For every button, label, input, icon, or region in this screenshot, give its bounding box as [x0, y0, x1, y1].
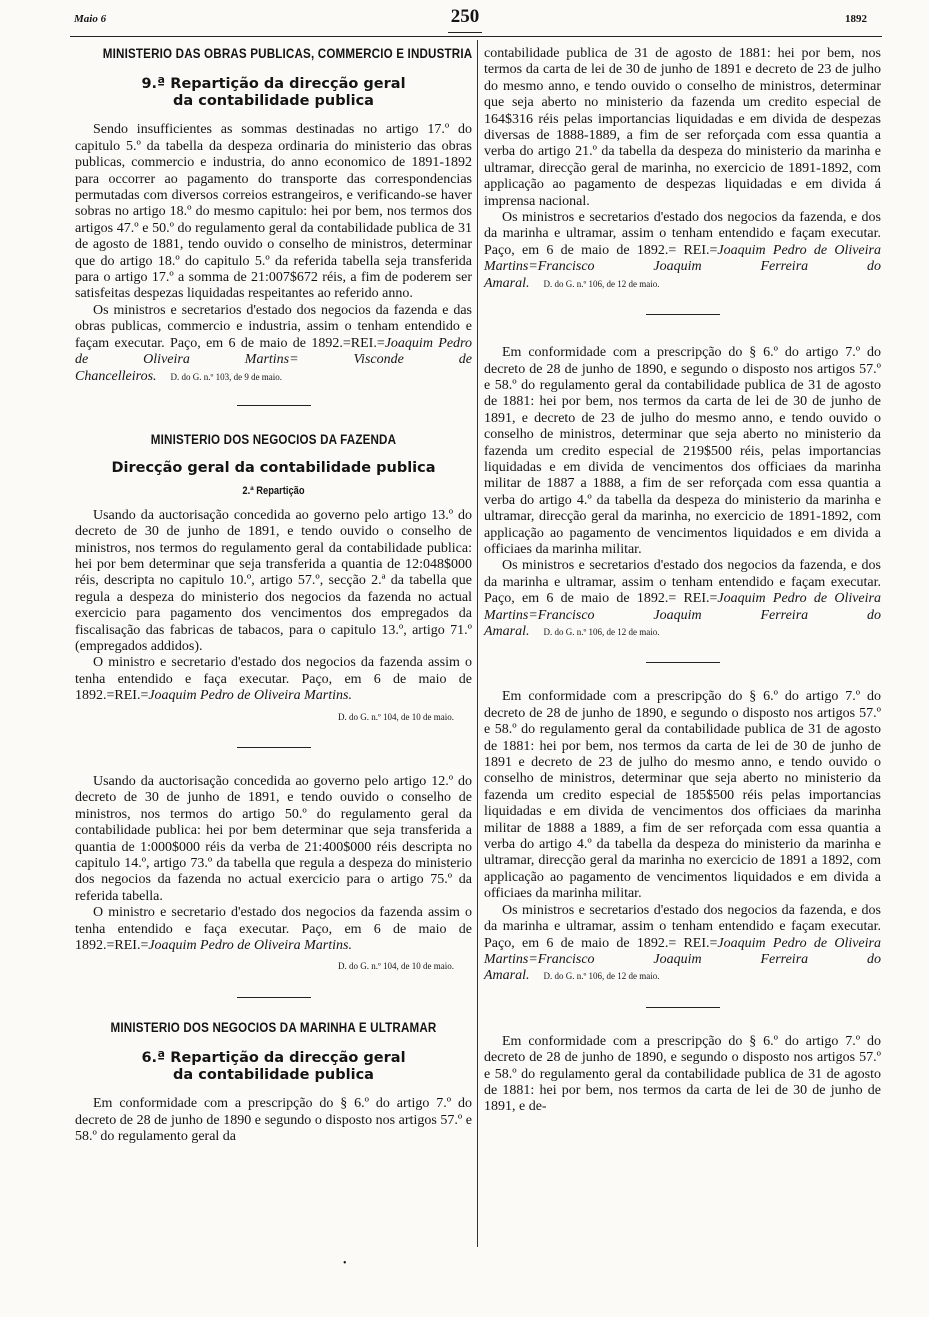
section-title: da contabilidade publica — [173, 1067, 374, 1084]
bottom-dot: • — [343, 1258, 347, 1269]
decree-closing — [484, 558, 881, 640]
section-title: Direcção geral da contabilidade publica — [111, 460, 436, 477]
sub-section-title: 2.ª Repartição — [242, 485, 305, 498]
gazette-reference: D. do G. n.º 104, de 10 de maio. — [337, 961, 454, 972]
signatures: Joaquim Pedro de Oliveira Martins. — [148, 938, 352, 954]
decree-paragraph: contabilidade publica de 31 de agosto de 1881: hei por bem, nos termos da carta de lei de 30 de junho de 1891 e decreto de 23 de julho do mesmo anno, e tendo ouvido o conselho de ministros, determinar que seja aberto no ministerio da fazenda um credito especial de 164$316 réis pelas importancias liquidadas e em divida de despezas diversas de 1888-1889, a fim de ser reforçada com essa quantia a verba do artigo 21.º da tabella da despeza do ministerio da marinha e ultramar, direcção geral de marinha, no exercicio de 1891-1892, com applicação ao pagamento de despezas liquidadas e em divida á imprensa nacional. — [484, 46, 881, 209]
closing-text: O ministro e secretario d'estado dos negocios da fazenda assim o tenha entendido e faça executar. Paço, em 6 de maio de 1892.=REI.= — [75, 655, 472, 704]
decree-paragraph: Em conformidade com a prescripção do § 6.º do artigo 7.º do decreto de 28 de junho de 1890, e segundo o disposto nos artigos 57.º e 58.º do regulamento geral da contabilidade publica de 31 de agosto de 1881: hei por bem, nos termos da carta de lei de 30 de junho de 1891 e decreto de 23 de julho do mesmo anno, e tendo ouvido o conselho de ministros, determinar que seja aberto no ministerio da fazenda um credito especial de 185$500 réis pelas importancias liquidadas e em divida de vencimentos dos officiaes da marinha militar de 1888 a 1889, a fim de ser reforçada com essa quantia a verba do artigo 4.º da tabella da despeza do ministerio da marinha e ultramar, direcção geral da marinha no exercicio de 1891 a 1892, com applicação ao pagamento de vencimentos liquidados e em divida a officiaes da marinha militar. — [484, 689, 881, 902]
section-title: 9.ª Repartição da direcção geral — [141, 76, 406, 93]
signatures: Joaquim Pedro de Oliveira Martins=Francisco Joaquim Ferreira do Amaral. — [484, 591, 881, 639]
section-title: 6.ª Repartição da direcção geral — [141, 1050, 406, 1067]
decree-paragraph: Em conformidade com a prescripção do § 6.º do artigo 7.º do decreto de 28 de junho de 1890, e segundo o disposto nos artigos 57.º e 58.º do regulamento geral da contabilidade publica de 31 de agosto de 1881: hei por bem, nos termos da carta de lei de 30 de junho de 1891, e de- — [484, 1033, 881, 1115]
gazette-reference: D. do G. n.º 106, de 12 de maio. — [543, 971, 660, 982]
closing-text: Os ministros e secretarios d'estado dos negocios da fazenda, e dos da marinha e ultramar, assim o tenham entendido e façam executar. Paço, em 6 de maio de 1892.= REI.= — [484, 558, 881, 607]
decree-paragraph: Usando da auctorisação concedida ao governo pelo artigo 12.º do decreto de 30 de junho de 1891, e tendo ouvido o conselho de ministros, nos termos do artigo 50.º do regulamento geral da contabilidade publica: hei por bem determinar que seja transferida a quantia de 1:000$000 réis da verba de 21:400$000 réis descripta no capitulo 14.º, artigo 73.º da tabella que regula a despeza do ministerio dos negocios da fazenda no actual exercicio para o artigo 75.º da referida tabella. — [75, 774, 472, 904]
page-header — [0, 0, 929, 40]
header-date: Maio 6 — [74, 13, 107, 25]
gazette-reference: D. do G. n.º 104, de 10 de maio. — [337, 711, 454, 722]
signatures: Joaquim Pedro de Oliveira Martins= Visconde de Chancelleiros. — [75, 335, 472, 384]
ministry-heading-fazenda: MINISTERIO DOS NEGOCIOS DA FAZENDA — [150, 431, 397, 447]
decree-closing — [484, 903, 881, 985]
header-year: 1892 — [845, 13, 867, 25]
page-number: 250 — [450, 6, 480, 27]
closing-text: O ministro e secretario d'estado dos negocios da fazenda assim o tenha entendido e faça executar. Paço, em 6 de maio de 1892.=REI.= — [75, 905, 472, 954]
decree-paragraph: Em conformidade com a prescripção do § 6.º do artigo 7.º do decreto de 28 de junho de 1890 e segundo o disposto nos artigos 57.º e 58.º do regulamento geral da — [75, 1096, 472, 1145]
ministry-heading-marinha: MINISTERIO DOS NEGOCIOS DA MARINHA E ULTRAMAR — [110, 1019, 437, 1035]
left-column — [75, 46, 472, 1146]
decree-closing — [484, 210, 881, 292]
ministry-heading-obras-publicas: MINISTERIO DAS OBRAS PUBLICAS, COMMERCIO E INDUSTRIA — [102, 46, 473, 61]
decree-paragraph: Usando da auctorisação concedida ao governo pelo artigo 13.º do decreto de 30 de junho de 1891, e tendo ouvido o conselho de ministros, nos termos do regulamento geral da contabilidade publica: hei por bem determinar que seja transferida a quantia de 12:048$000 réis, descripta no capitulo 10.º, artigo 57.º, secção 2.ª da tabella que regula a despeza do ministerio dos negocios da fazenda no actual exercicio para pagamento dos vencimentos dos empregados da fiscalisação das fabricas de tabacos, para o capitulo 13.º, artigo 71.º (empregados addidos). — [75, 507, 472, 654]
closing-text: Os ministros e secretarios d'estado dos negocios da fazenda e das obras publicas, commercio e industria, assim o tenham entendido e façam executar. Paço, em 6 de maio de 1892.=REI.= — [75, 302, 472, 351]
decree-paragraph: Em conformidade com a prescripção do § 6.º do artigo 7.º do decreto de 28 de junho de 1890, e segundo o disposto nos artigos 57.º e 58.º do regulamento geral da contabilidade publica de 31 de agosto de 1881: hei por bem, nos termos da carta de lei de 30 de junho de 1891, e decreto de 23 de julho do mesmo anno, e tendo ouvido o conselho de ministros, determinar que seja aberto no ministerio da fazenda um credito especial de 219$500 réis, pelas importancias liquidadas e em divida de vencimentos dos officiaes da marinha militar de 1887 a 1888, a fim de ser reforçada com essa quantia a verba do artigo 4.º da tabella da despeza do ministerio da marinha e ultramar, direcção geral da marinha, no exercicio de 1891-1892, com applicação ao pagamento de vencimentos liquidados e em divida a officiaes da marinha militar. — [484, 345, 881, 557]
gazette-reference: D. do G. n.º 106, de 12 de maio. — [543, 278, 660, 289]
section-title: da contabilidade publica — [173, 93, 374, 110]
signatures: Joaquim Pedro de Oliveira Martins. — [148, 688, 352, 704]
decree-paragraph: Sendo insufficientes as sommas destinadas no artigo 17.º do capitulo 5.º da tabella da despeza ordinaria do ministerio das obras publicas, commercio e industria, do anno economico de 1891-1892 para occorrer ao pagamento do transporte das correspondencias permutadas com diversos correios estrangeiros, e verificando-se haver sobras no artigo 18.º do mesmo capitulo: hei por bem, nos termos dos artigos 47.º e 50.º do regulamento geral da contabilidade publica de 31 de agosto de 1881, tendo ouvido o conselho de ministros, determinar que do artigo 18.º do capitulo 5.º da referida tabella seja transferida para o artigo 17.º a somma de 21:007$672 réis, a fim de poderem ser satisfeitas despezas liquidadas respeitantes ao referido anno. — [75, 122, 472, 302]
page-number-rule — [448, 32, 482, 33]
header-rule — [70, 36, 882, 37]
signatures: Joaquim Pedro de Oliveira Martins=Francisco Joaquim Ferreira do Amaral. — [484, 935, 881, 984]
right-column — [484, 46, 881, 1116]
closing-text: Os ministros e secretarios d'estado dos negocios da fazenda, e dos da marinha e ultramar, assim o tenham entendido e façam executar. Paço, em 6 de maio de 1892.= REI.= — [484, 210, 881, 258]
column-separator — [477, 40, 478, 1247]
signatures: Joaquim Pedro de Oliveira Martins=Francisco Joaquim Ferreira do Amaral. — [484, 242, 881, 291]
gazette-reference: D. do G. n.º 106, de 12 de maio. — [543, 627, 660, 637]
decree-closing — [75, 905, 472, 954]
decree-closing — [75, 655, 472, 704]
closing-text: Os ministros e secretarios d'estado dos negocios da fazenda, e dos da marinha e ultramar, assim o tenham entendido e façam executar. Paço, em 6 de maio de 1892.= REI.= — [484, 902, 881, 951]
gazette-reference: D. do G. n.º 103, de 9 de maio. — [170, 371, 283, 382]
decree-closing — [75, 303, 472, 385]
